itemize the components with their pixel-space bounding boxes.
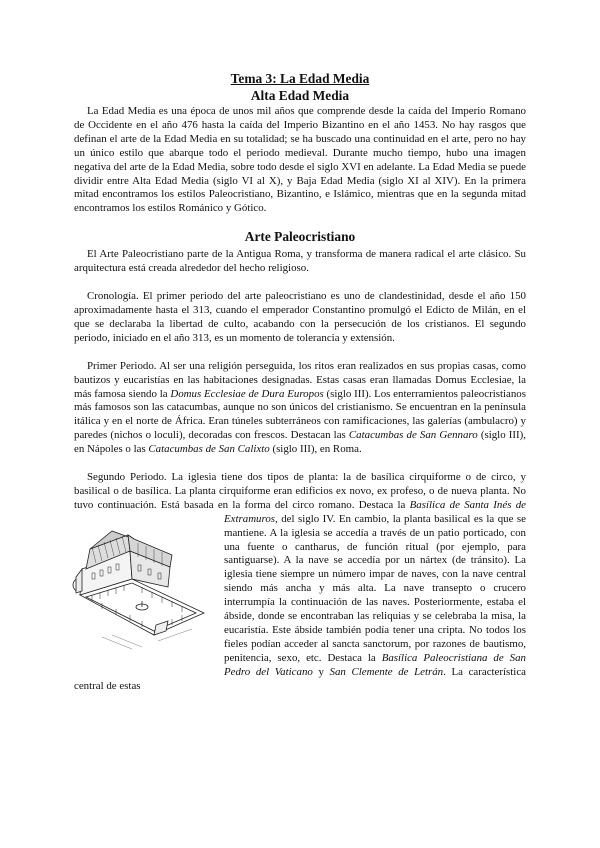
paragraph-paleocristiano-intro: El Arte Paleocristiano parte de la Antigua Roma, y transforma de manera radical el arte clásico. Su arquitectura está creada alrededor del hecho religioso. — [74, 248, 526, 275]
italic-term: Basílica de Santa Inés de Extramuros — [224, 498, 526, 525]
italic-term: Catacumbas de San Gennaro — [348, 429, 478, 442]
basilica-illustration — [72, 517, 212, 667]
italic-term: San Clemente de Letrán — [329, 665, 444, 678]
basilica-drawing — [72, 517, 212, 667]
paragraph-cronologia: Cronología. El primer periodo del arte paleocristiano es uno de clandestinidad, desde el año 150 aproximadamente hasta el 313, cuando el emperador Constantino promulgó el Edicto de Milán, en el que se declaraba la libertad de culto, acabando con la persecución de los cristianos. El segundo periodo, iniciado en el año 313, es un momento de tolerancia y extensión. — [74, 290, 526, 344]
document-title: Tema 3: La Edad Media — [230, 71, 370, 86]
section-heading-alta-edad-media: Alta Edad Media — [250, 88, 350, 103]
section-heading-arte-paleocristiano: Arte Paleocristiano — [244, 229, 356, 245]
italic-term: Domus Ecclesiae de Dura Europos — [170, 387, 324, 400]
paragraph-intro: La Edad Media es una época de unos mil años que comprende desde la caída del Imperio Romano de Occidente en el año 476 hasta la caída del Imperio Bizantino en el año 1453. No hay rasgos que definan el arte de la Edad Media en su totalidad; se ha buscado una continuidad en el arte, pero no hay un único estilo que abarque todo el periodo medieval. Durante mucho tiempo, hubo una imagen negativa del arte de la Edad Media, sobre todo desde el siglo XVI en adelante. La Edad Media se puede dividir entre Alta Edad Media (siglo VI al X), y Baja Edad Media (siglo XI al XIV). En la primera mitad encontramos los estilos Paleocristiano, Bizantino, e Islámico, mientras que en la segunda mitad encontramos los estilos Románico y Gótico. — [74, 105, 526, 215]
paragraph-segundo-periodo: Segundo Periodo. La iglesia tiene dos tipos de planta: la de basílica cirquiforme o de circo, y basilical o de basílica. La planta cirquiforme eran edificios ex novo, ex profeso, o de nueva planta. No tuvo continuación. Está basada en la forma del circo romano. Destaca la Basílica de Santa Inés de Extramuros , del siglo IV. En cambio, la planta basilical es la que se mantiene. A la iglesia se accedía a través de un patio porticado, con una fuente o cantharus, de función ritual (por ejemplo, para santiguarse). A la nave se accedía por un nártex (de tránsito). La iglesia tiene siempre un número impar de naves, con la nave central siendo más ancha y más alta. La nave transepto o crucero interrumpía la continuación de las naves. Posteriormente, estaba el ábside, donde se encontraban las reliquias y se celebraba la misa, la eucaristía. Este ábside también podía tener una cripta. No todos los fieles podían acceder al sancta sanctorum, por razones de bautismo, penitencia, sexo, etc. Destaca la Basílica Paleocristiana de San Pedro del Vaticano y San Clemente de Letrán. La característica central de estas — [74, 471, 526, 692]
italic-term: Catacumbas de San Calixto — [148, 443, 270, 456]
italic-term: Basílica Paleocristiana de San Pedro del Vaticano — [224, 651, 526, 678]
paragraph-primer-periodo: Primer Periodo. Al ser una religión perseguida, los ritos eran realizados en sus propias casas, como bautizos y eucaristías en las habitaciones designadas. Estas casas eran llamadas Domus Ecclesiae, la más famosa siendo la Domus Ecclesiae de Dura Europos (siglo III). Los enterramientos paleocristianos más famosos son las catacumbas, aunque no son únicos del cristianismo. Se encuentran en la península itálica y en el norte de África. Eran túneles subterráneos con ramificaciones, las galerías (ambulacro) y paredes (nichos o loculi), decoradas con frescos. Destacan las Catacumbas de San Gennaro (siglo III), en Nápoles o las Catacumbas de San Calixto (siglo III), en Roma. — [74, 359, 526, 456]
